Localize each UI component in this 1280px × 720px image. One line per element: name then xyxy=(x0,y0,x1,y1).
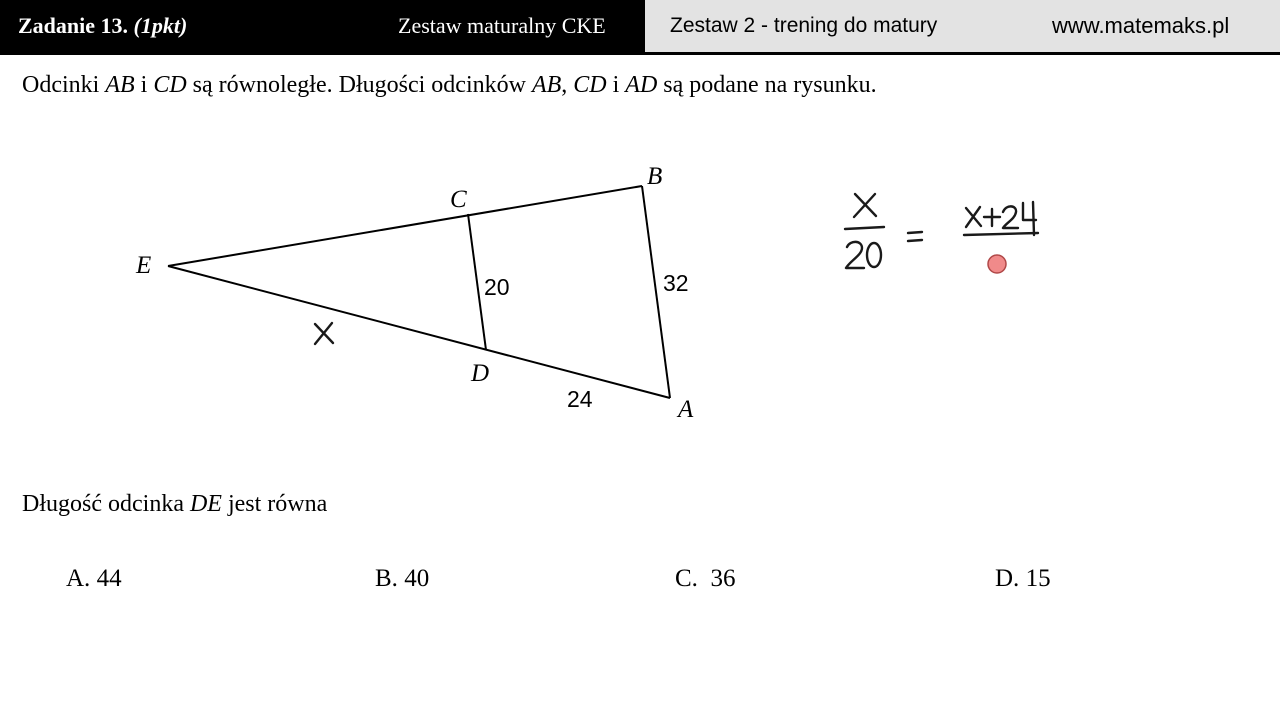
line-ea xyxy=(168,266,670,398)
question-part: jest równa xyxy=(221,491,328,517)
label-d: D xyxy=(471,360,490,387)
hw-right-numerator xyxy=(966,202,1036,235)
answer-letter: A. xyxy=(66,565,91,592)
answer-option-b[interactable] xyxy=(375,565,429,593)
segment-de: DE xyxy=(189,491,222,517)
training-set-label: Zestaw 2 - trening do matury xyxy=(670,14,938,37)
segment-ad: AD xyxy=(625,72,658,98)
site-link[interactable]: www.matemaks.pl xyxy=(1052,13,1230,38)
exam-set-label: Zestaw maturalny CKE xyxy=(398,13,606,38)
answer-value: 15 xyxy=(1025,565,1051,592)
answer-letter: B. xyxy=(375,565,398,592)
intro-text: są równoległe. Długości odcinków xyxy=(186,72,532,98)
segment-ab: AB xyxy=(531,72,562,98)
intro-text: , xyxy=(561,72,574,98)
answer-letter: C. xyxy=(675,565,698,592)
answer-option-c[interactable] xyxy=(675,565,735,593)
question-text xyxy=(22,490,327,518)
intro-text: Odcinki xyxy=(22,72,106,98)
answer-option-a[interactable] xyxy=(66,565,122,593)
hw-left-denominator xyxy=(846,242,881,268)
handwritten-equation xyxy=(845,194,1038,273)
cursor-dot xyxy=(988,255,1006,273)
length-ab: 32 xyxy=(663,270,689,296)
length-ad: 24 xyxy=(567,386,593,412)
label-e: E xyxy=(136,252,152,279)
segment-cd: CD xyxy=(573,72,607,98)
answer-letter: D. xyxy=(995,565,1020,592)
task-number: Zadanie 13. xyxy=(18,13,129,38)
hw-equals xyxy=(908,232,922,241)
intro-text: i xyxy=(134,72,154,98)
answer-value: 36 xyxy=(710,565,736,592)
intro-text: są podane na rysunku. xyxy=(657,72,877,98)
label-a: A xyxy=(678,396,694,423)
answer-value: 40 xyxy=(404,565,430,592)
hw-left-numerator xyxy=(854,194,876,217)
unknown-x-handwritten xyxy=(315,323,333,344)
task-points: (1pkt) xyxy=(133,13,188,38)
label-c: C xyxy=(450,186,467,213)
segment-ab: AB xyxy=(105,72,135,98)
question-part: Długość odcinka xyxy=(22,491,190,517)
length-cd: 20 xyxy=(484,274,510,300)
intro-text: i xyxy=(606,72,626,98)
hw-left-fraction-bar xyxy=(845,227,884,229)
answer-value: 44 xyxy=(96,565,122,592)
hw-right-fraction-bar xyxy=(964,233,1038,235)
segment-cd: CD xyxy=(153,72,187,98)
line-eb xyxy=(168,186,642,266)
answer-option-d[interactable] xyxy=(995,565,1051,593)
label-b: B xyxy=(647,163,663,190)
